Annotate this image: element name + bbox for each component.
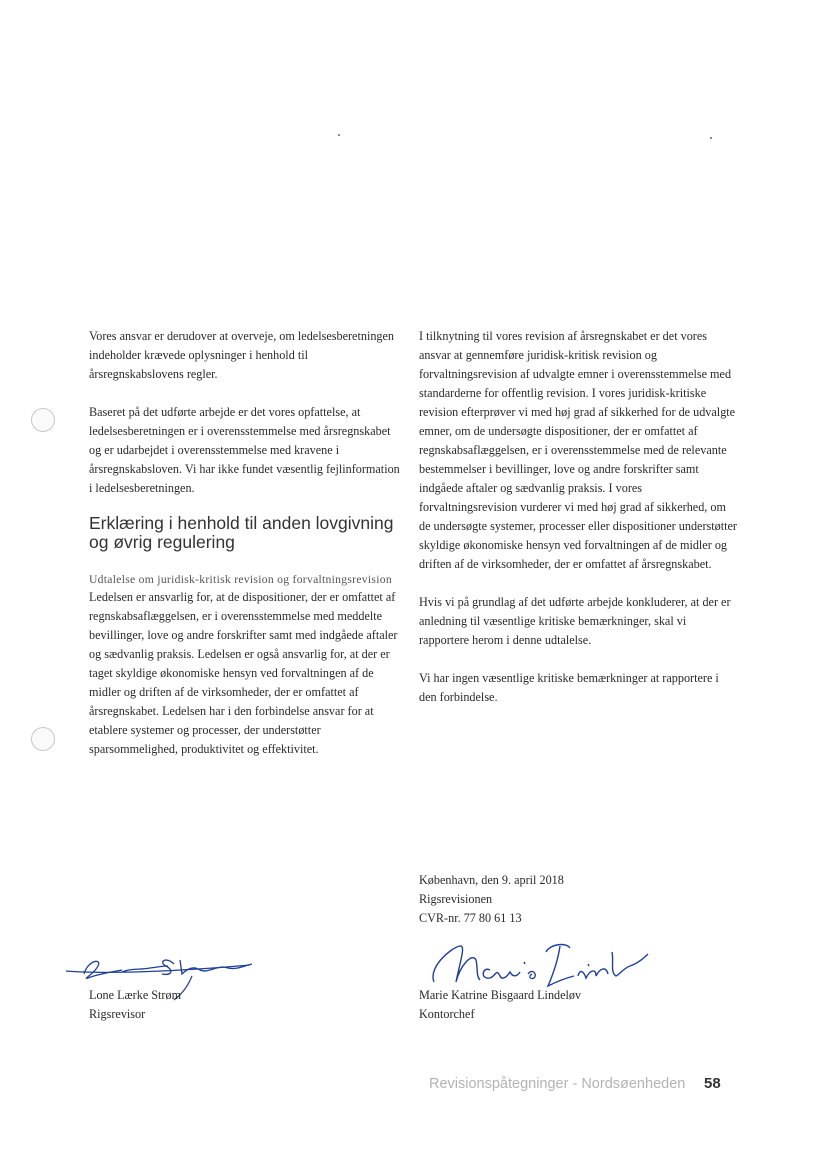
organization: Rigsrevisionen <box>419 892 493 906</box>
signer-title: Kontorchef <box>419 1007 475 1021</box>
punch-hole <box>31 727 55 751</box>
footer-title: Revisionspåtegninger - Nordsøenheden <box>429 1076 686 1092</box>
paragraph: Ledelsen er ansvarlig for, at de dispositioner, der er omfattet af regnskabsaflæggelsen, er i overensstemmelse med meddelte bevillinger, love og andre forskrifter samt med indgåede aftaler og sædvanlig praksis. Ledelsen er også ansvarlig for, at der er taget skyldige økonomiske hensyn ved forvaltningen af de midler og driften af de virksomheder, der er omfattet af årsregnskabet. Ledelsen har i den forbindelse ansvar for at etablere systemer og processer, der understøtter sparsommelighed, produktivitet og effektivitet. <box>89 590 398 756</box>
place-date: København, den 9. april 2018 <box>419 873 564 887</box>
right-column <box>419 327 737 707</box>
paragraph: I tilknytning til vores revision af årsregnskabet er det vores ansvar at gennemføre juridisk-kritisk revision og forvaltningsrevision af udvalgte emner i overensstemmelse med standarderne for offentlig revision. I vores juridisk-kritiske revision efterprøver vi med høj grad af sikkerhed for de udvalgte emner, om de undersøgte dispositioner, der er omfattet af regnskabsaflæggelsen, er i overensstemmelse med de relevante bestemmelser i bevillinger, love og andre forskrifter samt indgåede aftaler og sædvanlig praksis. I vores forvaltningsrevision vurderer vi med høj grad af sikkerhed, om de undersøgte systemer, processer eller dispositioner understøtter skyldige økonomiske hensyn ved forvaltningen af de midler og driften af de virksomheder, der er omfattet af årsregnskabet. <box>419 329 737 571</box>
paragraph: Vores ansvar er derudover at overveje, om ledelsesberetningen indeholder krævede oplysninger i henhold til årsregnskabslovens regler. <box>89 329 395 381</box>
paragraph: Vi har ingen væsentlige kritiske bemærkninger at rapportere i den forbindelse. <box>419 671 719 704</box>
signer-right <box>419 986 581 1024</box>
paragraph: Baseret på det udførte arbejde er det vores opfattelse, at ledelsesberetningen er i overensstemmelse med årsregnskabet og er udarbejdet i overensstemmelse med kravene i årsregnskabsloven. Vi har ikke fundet væsentlig fejlinformation i ledelsesberetningen. <box>89 405 400 495</box>
signer-name: Marie Katrine Bisgaard Lindeløv <box>419 988 582 1002</box>
cvr-number: CVR-nr. 77 80 61 13 <box>419 911 522 925</box>
paragraph: Hvis vi på grundlag af det udførte arbejde konkluderer, at der er anledning til væsentlige kritiske bemærkninger, skal vi rapportere herom i denne udtalelse. <box>419 595 731 647</box>
punch-hole <box>31 408 55 432</box>
subsection-heading: Udtalelse om juridisk-kritisk revision og forvaltningsrevision <box>89 573 392 586</box>
scan-speck <box>710 137 712 139</box>
left-column <box>89 327 401 759</box>
signer-name: Lone Lærke Strøm <box>89 988 182 1002</box>
page-number: 58 <box>704 1075 721 1092</box>
section-heading: Erklæring i henhold til anden lovgivning og øvrig regulering <box>89 513 394 552</box>
signer-left <box>89 986 181 1024</box>
signoff-block <box>419 871 564 928</box>
signer-title: Rigsrevisor <box>89 1007 146 1021</box>
scan-speck <box>338 134 340 136</box>
